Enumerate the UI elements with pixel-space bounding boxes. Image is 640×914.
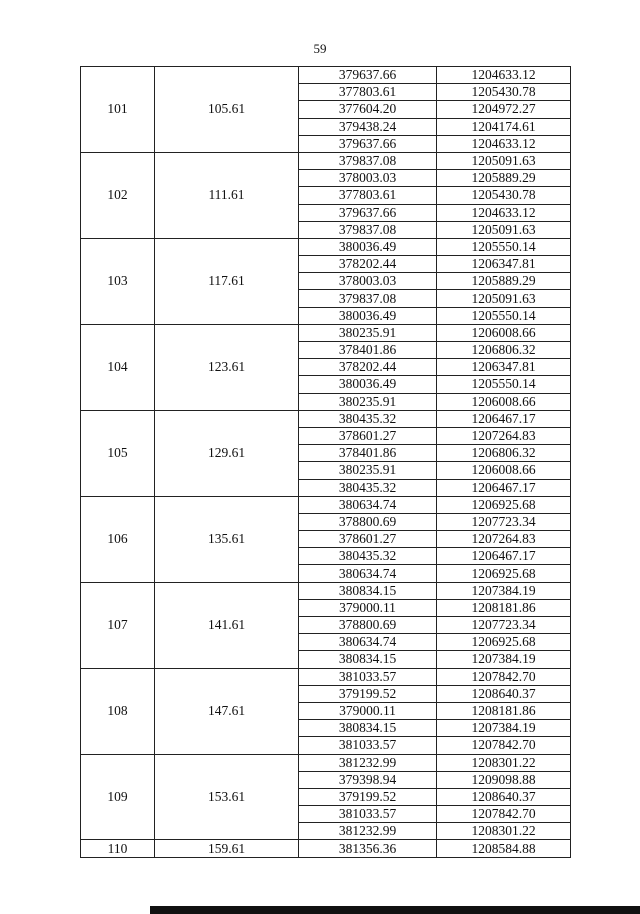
plot-id-cell: 105 (81, 410, 155, 496)
chainage-value-cell: 159.61 (155, 840, 299, 857)
x-coordinate-cell: 377803.61 (299, 187, 437, 204)
table-row (81, 67, 571, 84)
y-coordinate-cell: 1207842.70 (437, 668, 571, 685)
y-coordinate-cell: 1206925.68 (437, 634, 571, 651)
table-row (81, 324, 571, 341)
y-coordinate-cell: 1205889.29 (437, 273, 571, 290)
x-coordinate-cell: 380036.49 (299, 238, 437, 255)
y-coordinate-cell: 1207842.70 (437, 737, 571, 754)
y-coordinate-cell: 1206925.68 (437, 496, 571, 513)
table-row (81, 840, 571, 857)
x-coordinate-cell: 379837.08 (299, 290, 437, 307)
x-coordinate-cell: 378800.69 (299, 513, 437, 530)
y-coordinate-cell: 1207842.70 (437, 806, 571, 823)
x-coordinate-cell: 379438.24 (299, 118, 437, 135)
x-coordinate-cell: 381232.99 (299, 823, 437, 840)
y-coordinate-cell: 1207384.19 (437, 651, 571, 668)
bottom-edge-rule (150, 906, 640, 914)
y-coordinate-cell: 1206008.66 (437, 462, 571, 479)
coordinates-table (80, 66, 571, 858)
y-coordinate-cell: 1205430.78 (437, 187, 571, 204)
y-coordinate-cell: 1208640.37 (437, 788, 571, 805)
chainage-value-cell: 105.61 (155, 67, 299, 153)
y-coordinate-cell: 1205550.14 (437, 307, 571, 324)
y-coordinate-cell: 1206925.68 (437, 565, 571, 582)
y-coordinate-cell: 1205091.63 (437, 152, 571, 169)
y-coordinate-cell: 1208301.22 (437, 754, 571, 771)
x-coordinate-cell: 377604.20 (299, 101, 437, 118)
x-coordinate-cell: 380634.74 (299, 634, 437, 651)
table-row (81, 410, 571, 427)
y-coordinate-cell: 1208181.86 (437, 599, 571, 616)
plot-id-cell: 106 (81, 496, 155, 582)
x-coordinate-cell: 380834.15 (299, 582, 437, 599)
x-coordinate-cell: 378202.44 (299, 256, 437, 273)
table-row (81, 496, 571, 513)
y-coordinate-cell: 1206347.81 (437, 359, 571, 376)
plot-id-cell: 101 (81, 67, 155, 153)
y-coordinate-cell: 1207384.19 (437, 720, 571, 737)
x-coordinate-cell: 379398.94 (299, 771, 437, 788)
y-coordinate-cell: 1207264.83 (437, 427, 571, 444)
y-coordinate-cell: 1204633.12 (437, 204, 571, 221)
x-coordinate-cell: 379000.11 (299, 702, 437, 719)
x-coordinate-cell: 379000.11 (299, 599, 437, 616)
x-coordinate-cell: 377803.61 (299, 84, 437, 101)
x-coordinate-cell: 379199.52 (299, 685, 437, 702)
x-coordinate-cell: 379637.66 (299, 135, 437, 152)
x-coordinate-cell: 381033.57 (299, 668, 437, 685)
y-coordinate-cell: 1206467.17 (437, 410, 571, 427)
x-coordinate-cell: 378401.86 (299, 445, 437, 462)
x-coordinate-cell: 381033.57 (299, 737, 437, 754)
y-coordinate-cell: 1206008.66 (437, 324, 571, 341)
plot-id-cell: 108 (81, 668, 155, 754)
coordinates-table-body (81, 67, 571, 858)
plot-id-cell: 104 (81, 324, 155, 410)
table-row (81, 152, 571, 169)
y-coordinate-cell: 1209098.88 (437, 771, 571, 788)
x-coordinate-cell: 378401.86 (299, 342, 437, 359)
y-coordinate-cell: 1205550.14 (437, 238, 571, 255)
y-coordinate-cell: 1205091.63 (437, 290, 571, 307)
y-coordinate-cell: 1206806.32 (437, 342, 571, 359)
x-coordinate-cell: 381356.36 (299, 840, 437, 857)
x-coordinate-cell: 381033.57 (299, 806, 437, 823)
x-coordinate-cell: 380834.15 (299, 651, 437, 668)
y-coordinate-cell: 1205430.78 (437, 84, 571, 101)
y-coordinate-cell: 1205550.14 (437, 376, 571, 393)
table-row (81, 668, 571, 685)
x-coordinate-cell: 379637.66 (299, 204, 437, 221)
table-row (81, 238, 571, 255)
y-coordinate-cell: 1204174.61 (437, 118, 571, 135)
y-coordinate-cell: 1207723.34 (437, 617, 571, 634)
y-coordinate-cell: 1205889.29 (437, 170, 571, 187)
chainage-value-cell: 111.61 (155, 152, 299, 238)
plot-id-cell: 103 (81, 238, 155, 324)
y-coordinate-cell: 1205091.63 (437, 221, 571, 238)
x-coordinate-cell: 379199.52 (299, 788, 437, 805)
x-coordinate-cell: 380036.49 (299, 376, 437, 393)
x-coordinate-cell: 380235.91 (299, 393, 437, 410)
table-row (81, 754, 571, 771)
chainage-value-cell: 153.61 (155, 754, 299, 840)
page-number: 59 (313, 41, 327, 56)
y-coordinate-cell: 1206347.81 (437, 256, 571, 273)
plot-id-cell: 102 (81, 152, 155, 238)
x-coordinate-cell: 380435.32 (299, 410, 437, 427)
y-coordinate-cell: 1206467.17 (437, 479, 571, 496)
plot-id-cell: 110 (81, 840, 155, 857)
y-coordinate-cell: 1207264.83 (437, 531, 571, 548)
y-coordinate-cell: 1204972.27 (437, 101, 571, 118)
y-coordinate-cell: 1208584.88 (437, 840, 571, 857)
x-coordinate-cell: 378202.44 (299, 359, 437, 376)
x-coordinate-cell: 380036.49 (299, 307, 437, 324)
y-coordinate-cell: 1208640.37 (437, 685, 571, 702)
chainage-value-cell: 129.61 (155, 410, 299, 496)
x-coordinate-cell: 380435.32 (299, 548, 437, 565)
plot-id-cell: 109 (81, 754, 155, 840)
x-coordinate-cell: 380634.74 (299, 496, 437, 513)
x-coordinate-cell: 378003.03 (299, 170, 437, 187)
x-coordinate-cell: 378601.27 (299, 427, 437, 444)
chainage-value-cell: 141.61 (155, 582, 299, 668)
chainage-value-cell: 123.61 (155, 324, 299, 410)
x-coordinate-cell: 379637.66 (299, 67, 437, 84)
x-coordinate-cell: 378800.69 (299, 617, 437, 634)
chainage-value-cell: 117.61 (155, 238, 299, 324)
x-coordinate-cell: 379837.08 (299, 221, 437, 238)
y-coordinate-cell: 1206008.66 (437, 393, 571, 410)
y-coordinate-cell: 1207384.19 (437, 582, 571, 599)
y-coordinate-cell: 1208301.22 (437, 823, 571, 840)
x-coordinate-cell: 380834.15 (299, 720, 437, 737)
chainage-value-cell: 135.61 (155, 496, 299, 582)
x-coordinate-cell: 380235.91 (299, 462, 437, 479)
y-coordinate-cell: 1206467.17 (437, 548, 571, 565)
table-row (81, 582, 571, 599)
y-coordinate-cell: 1208181.86 (437, 702, 571, 719)
y-coordinate-cell: 1204633.12 (437, 67, 571, 84)
x-coordinate-cell: 380634.74 (299, 565, 437, 582)
y-coordinate-cell: 1204633.12 (437, 135, 571, 152)
x-coordinate-cell: 379837.08 (299, 152, 437, 169)
x-coordinate-cell: 381232.99 (299, 754, 437, 771)
x-coordinate-cell: 380435.32 (299, 479, 437, 496)
chainage-value-cell: 147.61 (155, 668, 299, 754)
x-coordinate-cell: 380235.91 (299, 324, 437, 341)
plot-id-cell: 107 (81, 582, 155, 668)
y-coordinate-cell: 1207723.34 (437, 513, 571, 530)
y-coordinate-cell: 1206806.32 (437, 445, 571, 462)
x-coordinate-cell: 378003.03 (299, 273, 437, 290)
x-coordinate-cell: 378601.27 (299, 531, 437, 548)
